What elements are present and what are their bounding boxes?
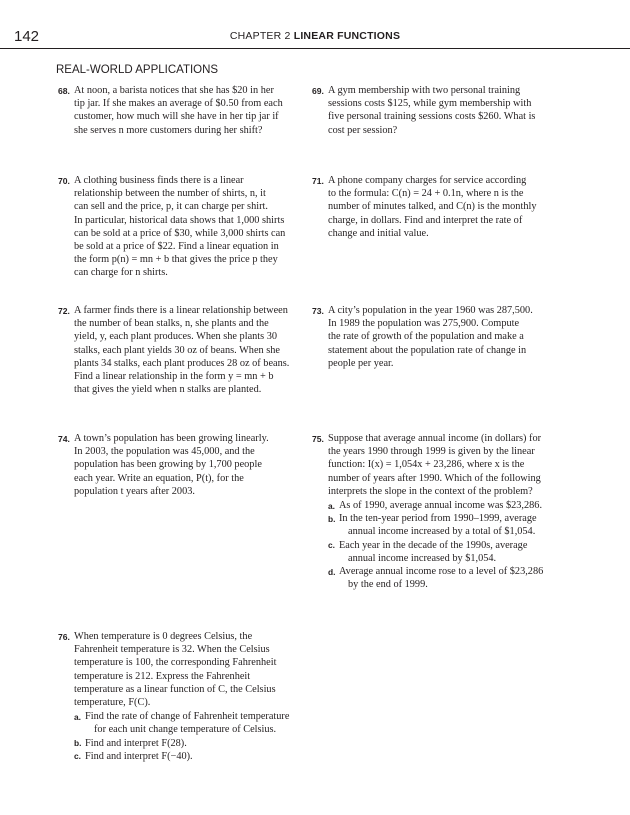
- section-title: REAL-WORLD APPLICATIONS: [56, 64, 219, 76]
- problem-line: change and initial value.: [328, 227, 429, 239]
- problem-line: function: I(x) = 1,054x + 23,286, where x is the: [328, 459, 525, 471]
- option-line: annual income increased by a total of $1,054.: [348, 526, 536, 538]
- problem-line: sessions costs $125, while gym membership with: [328, 98, 532, 110]
- problem-number: 69.: [312, 85, 324, 96]
- problem-line: can be sold at a price of $30, while 3,000 shirts can: [74, 227, 286, 239]
- problem-line: tip jar. If she makes an average of $0.50 from each: [74, 98, 283, 110]
- running-head: [0, 30, 630, 42]
- problem-line: In particular, historical data shows that 1,000 shirts: [74, 214, 285, 226]
- problem-line: number of years after 1990. Which of the following: [328, 472, 541, 484]
- problem-line: interprets the slope in the context of the problem?: [328, 485, 533, 497]
- problem-line: A farmer finds there is a linear relationship between: [74, 305, 288, 316]
- problem-line: In 2003, the population was 45,000, and the: [74, 446, 255, 458]
- option-c: [328, 539, 578, 565]
- problem-line: A gym membership with two personal training: [328, 85, 521, 96]
- option-d: [328, 565, 578, 591]
- problem-line: cost per session?: [328, 124, 398, 136]
- part-line: Find and interpret F(28).: [85, 737, 187, 749]
- problem-line: Fahrenheit temperature is 32. When the Celsius: [74, 644, 270, 656]
- problem-line: population has been growing by 1,700 people: [74, 459, 262, 471]
- part-line: Find and interpret F(−40).: [85, 750, 193, 762]
- option-b: [328, 512, 578, 538]
- problem-line: the years 1990 through 1999 is given by the linear: [328, 446, 535, 458]
- option-line: In the ten-year period from 1990–1999, average: [339, 513, 537, 525]
- part-letter: b.: [74, 738, 82, 749]
- page-number: 142: [14, 28, 40, 45]
- problem-75: [312, 432, 578, 591]
- problem-line: that gives the yield when n stalks are planted.: [74, 384, 262, 396]
- problem-line: When temperature is 0 degrees Celsius, the: [74, 631, 253, 642]
- problem-line: plants 34 stalks, each plant produces 28 oz of beans.: [74, 357, 290, 369]
- chapter-title: LINEAR FUNCTIONS: [293, 30, 401, 42]
- chapter-label: CHAPTER 2: [229, 30, 291, 42]
- problem-line: statement about the population rate of change in: [328, 344, 527, 356]
- problem-number: 71.: [312, 175, 324, 186]
- problem-line: A clothing business finds there is a linear: [74, 175, 244, 186]
- problem-line: temperature is 100, the corresponding Fahrenheit: [74, 657, 277, 669]
- problem-line: temperature is 212. Express the Fahrenheit: [74, 670, 251, 682]
- problem-line: temperature, F(C).: [74, 697, 151, 709]
- option-line: Each year in the decade of the 1990s, average: [339, 539, 528, 551]
- part-c: [74, 750, 324, 763]
- option-letter: c.: [328, 540, 335, 551]
- problem-74: [58, 432, 314, 498]
- problem-line: the number of bean stalks, n, she plants and the: [74, 318, 269, 330]
- problem-line: can charge for n shirts.: [74, 267, 168, 279]
- part-letter: a.: [74, 711, 81, 722]
- problem-line: customer, how much will she have in her tip jar if: [74, 111, 279, 123]
- problem-line: the rate of growth of the population and make a: [328, 331, 524, 343]
- sub-parts: [74, 710, 324, 763]
- problem-line: In 1989 the population was 275,900. Compute: [328, 318, 520, 330]
- option-letter: a.: [328, 500, 335, 511]
- part-letter: c.: [74, 751, 81, 762]
- option-line: annual income increased by $1,054.: [348, 552, 497, 564]
- problem-line: to the formula: C(n) = 24 + 0.1n, where n is the: [328, 188, 524, 200]
- problem-line: population t years after 2003.: [74, 485, 195, 497]
- answer-options: [328, 499, 578, 591]
- option-a: [328, 499, 578, 512]
- problem-69: [312, 84, 568, 137]
- problem-number: 72.: [58, 305, 70, 316]
- part-a: [74, 710, 324, 736]
- problem-line: stalks, each plant yields 30 oz of beans. When she: [74, 344, 280, 356]
- problem-70: [58, 174, 314, 280]
- problem-line: A city’s population in the year 1960 was 287,500.: [328, 305, 533, 316]
- problem-number: 74.: [58, 433, 70, 444]
- option-letter: d.: [328, 566, 336, 577]
- problem-73: [312, 304, 568, 370]
- problem-line: people per year.: [328, 357, 394, 369]
- problem-line: relationship between the number of shirts, n, it: [74, 188, 266, 200]
- part-line: for each unit change temperature of Celsius.: [94, 724, 277, 736]
- problem-line: At noon, a barista notices that she has $20 in her: [74, 85, 274, 96]
- option-line: As of 1990, average annual income was $23,286.: [339, 500, 543, 512]
- problem-line: each year. Write an equation, P(t), for the: [74, 472, 244, 484]
- problem-line: A phone company charges for service according: [328, 175, 527, 186]
- problem-number: 76.: [58, 631, 70, 642]
- option-line: by the end of 1999.: [348, 579, 428, 591]
- problem-line: be sold at a price of $22. Find a linear equation in: [74, 241, 279, 253]
- problem-72: [58, 304, 314, 396]
- problem-line: charge, in dollars. Find and interpret the rate of: [328, 214, 523, 226]
- problem-number: 70.: [58, 175, 70, 186]
- problem-line: yield, y, each plant produces. When she plants 30: [74, 331, 278, 343]
- part-line: Find the rate of change of Fahrenheit temperature: [85, 711, 290, 723]
- problem-76: [58, 630, 324, 763]
- problem-number: 75.: [312, 433, 324, 444]
- problem-number: 73.: [312, 305, 324, 316]
- problem-number: 68.: [58, 85, 70, 96]
- option-letter: b.: [328, 513, 336, 524]
- problem-68: [58, 84, 314, 137]
- problem-line: Suppose that average annual income (in dollars) for: [328, 433, 542, 444]
- problem-line: she serves n more customers during her shift?: [74, 124, 263, 136]
- problem-71: [312, 174, 568, 240]
- problem-line: Find a linear relationship in the form y = mn + b: [74, 371, 274, 383]
- problem-line: the form p(n) = mn + b that gives the price p they: [74, 254, 278, 266]
- problem-line: five personal training sessions costs $260. What is: [328, 111, 536, 123]
- problem-line: A town’s population has been growing linearly.: [74, 433, 269, 444]
- problem-line: can sell and the price, p, it can charge per shirt.: [74, 201, 268, 213]
- problem-line: temperature as a linear function of C, the Celsius: [74, 683, 276, 695]
- problem-line: number of minutes talked, and C(n) is the monthly: [328, 201, 537, 213]
- part-b: [74, 737, 324, 750]
- header-rule: [0, 48, 630, 49]
- option-line: Average annual income rose to a level of $23,286: [339, 566, 544, 578]
